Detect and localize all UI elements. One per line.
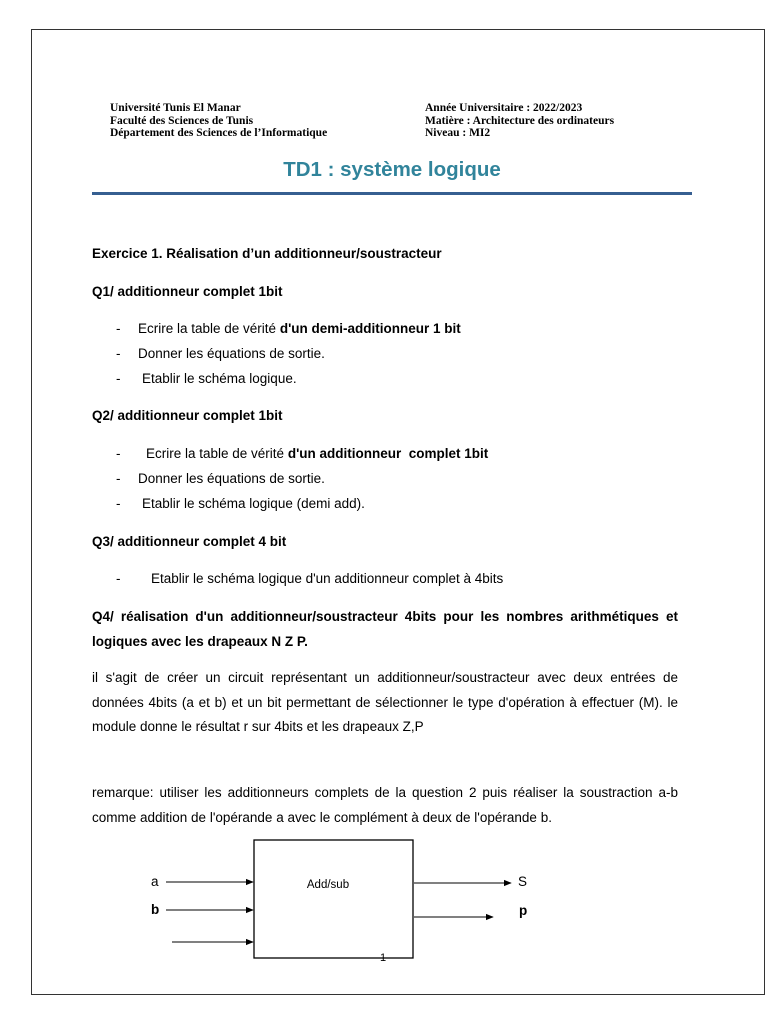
q2-heading: Q2/ additionneur complet 1bit — [92, 408, 283, 423]
input-b-label: b — [151, 902, 160, 917]
page-number: 1 — [379, 952, 387, 964]
list-item: Etablir le schéma logique (demi add). — [142, 496, 365, 511]
bullet-dash: - — [116, 496, 121, 511]
q4-paragraph: il s'agit de créer un circuit représentant un additionneur/soustracteur avec deux entrées de données 4bits (a et b) et un bit permettant de sélectionner le type d'opération à effectuer (M). le module donne le résultat r sur 4bits et les drapeaux Z,P — [92, 670, 678, 734]
bullet-dash: - — [116, 371, 121, 386]
list-item: Etablir le schéma logique d'un additionneur complet à 4bits — [151, 571, 504, 586]
q4-heading: Q4/ réalisation d'un additionneur/soustracteur 4bits pour les nombres arithmétiques et logiques avec les drapeaux N Z P. — [92, 609, 678, 649]
input-a-label: a — [151, 874, 159, 889]
block-label: Add/sub — [306, 879, 350, 891]
bullet-dash: - — [116, 446, 121, 461]
bullet-dash: - — [116, 571, 121, 586]
list-item: Etablir le schéma logique. — [142, 371, 297, 386]
q3-heading: Q3/ additionneur complet 4 bit — [92, 534, 287, 549]
course-level: Niveau : MI2 — [425, 127, 491, 139]
output-p-label: p — [519, 903, 528, 918]
page-title: TD1 : système logique — [283, 158, 501, 181]
remark-paragraph: remarque: utiliser les additionneurs complets de la question 2 puis réaliser la soustraction a-b comme addition de l'opérande a avec le complément à deux de l'opérande b. — [92, 785, 678, 825]
q1-heading: Q1/ additionneur complet 1bit — [92, 284, 283, 299]
exercise-heading: Exercice 1. Réalisation d’un additionneur/soustracteur — [92, 246, 442, 261]
academic-year: Année Universitaire : 2022/2023 — [425, 102, 583, 114]
department-name: Département des Sciences de l’Informatique — [110, 127, 328, 139]
bullet-dash: - — [116, 346, 121, 361]
faculty-name: Faculté des Sciences de Tunis — [110, 114, 254, 127]
bullet-dash: - — [116, 471, 121, 486]
add-sub-block — [254, 840, 413, 958]
university-name: Université Tunis El Manar — [110, 102, 241, 114]
list-item: Donner les équations de sortie. — [138, 346, 325, 361]
output-s-label: S — [518, 874, 528, 889]
bullet-dash: - — [116, 321, 121, 336]
list-item: Ecrire la table de vérité d'un additionneur complet 1bit — [146, 446, 489, 461]
course-subject: Matière : Architecture des ordinateurs — [425, 114, 615, 127]
list-item: Donner les équations de sortie. — [138, 471, 325, 486]
list-item: Ecrire la table de vérité d'un demi-additionneur 1 bit — [138, 321, 461, 336]
